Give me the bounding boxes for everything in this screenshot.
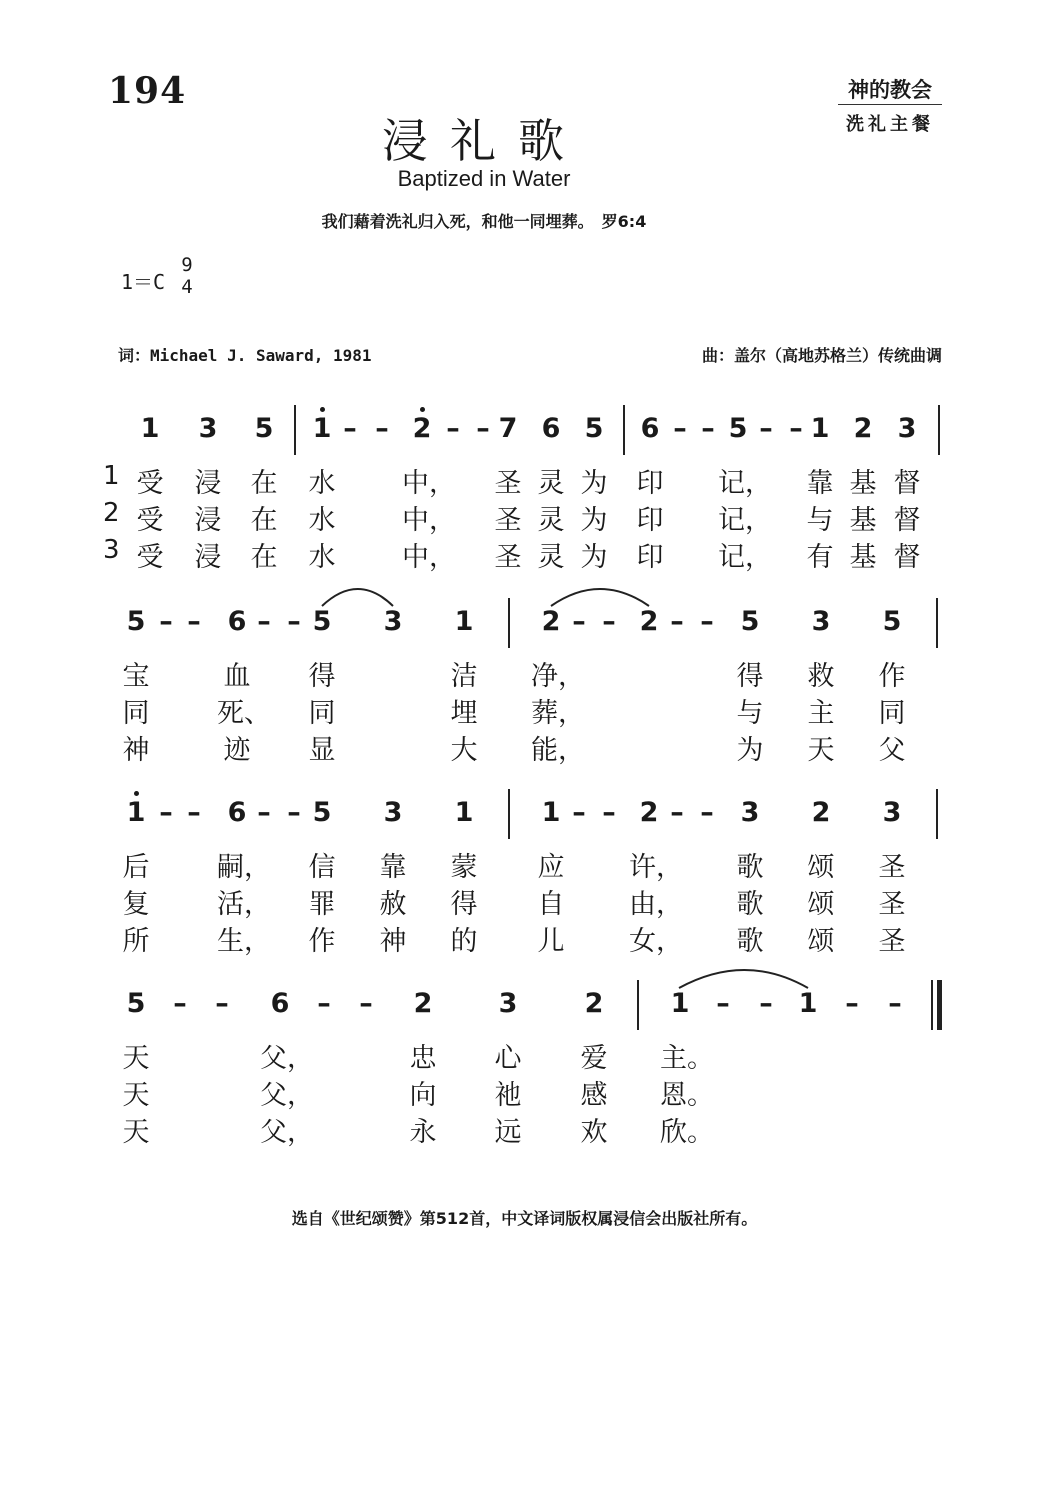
lyric-char: 欣。 xyxy=(660,1117,714,1148)
lyric-char: 生， xyxy=(217,926,271,957)
note: 6 xyxy=(227,606,247,637)
slur xyxy=(679,970,808,988)
sustain-dash: – xyxy=(359,988,373,1019)
note: 3 xyxy=(882,797,902,828)
note: 2 xyxy=(853,413,873,444)
lyric-char: 督 xyxy=(893,505,921,536)
lyric-char: 祂 xyxy=(494,1080,522,1111)
lyric-char: 葬， xyxy=(531,698,585,729)
lyric-char: 颂 xyxy=(807,852,835,883)
sustain-dash: – xyxy=(759,413,773,444)
lyric-char: 父 xyxy=(878,735,906,766)
lyric-char: 欢 xyxy=(580,1117,608,1148)
note: 3 xyxy=(811,606,831,637)
category-label: 神的教会 xyxy=(848,77,932,102)
scripture-verse: 我们藉着洗礼归入死，和他一同埋葬。 罗6:4 xyxy=(321,212,647,231)
note: 1 xyxy=(454,797,474,828)
lyric-char: 颂 xyxy=(807,889,835,920)
lyric-char: 圣 xyxy=(878,852,906,883)
lyric-char: 自 xyxy=(537,889,565,920)
note: 2 xyxy=(639,606,659,637)
slur xyxy=(322,589,393,606)
hymn-number: 194 xyxy=(108,70,187,112)
note: 1 xyxy=(541,797,561,828)
sustain-dash: – xyxy=(789,413,803,444)
lyric-char: 中， xyxy=(402,542,456,573)
lyric-char: 浸 xyxy=(194,505,222,536)
lyric-char: 活， xyxy=(217,889,271,920)
lyric-char: 圣 xyxy=(878,926,906,957)
note: 5 xyxy=(728,413,748,444)
lyric-char: 得 xyxy=(308,661,336,692)
sustain-dash: – xyxy=(670,797,684,828)
lyric-char: 天 xyxy=(122,1080,150,1111)
lyric-char: 主。 xyxy=(660,1043,714,1074)
note: 1 xyxy=(454,606,474,637)
note: 3 xyxy=(740,797,760,828)
lyric-char: 的 xyxy=(450,926,478,957)
sustain-dash: – xyxy=(287,606,301,637)
lyric-char: 督 xyxy=(893,468,921,499)
lyric-char: 能， xyxy=(531,735,585,766)
lyric-char: 爱 xyxy=(580,1043,608,1074)
verse-number: 1 xyxy=(103,461,120,491)
time-signature-top: 9 xyxy=(181,254,193,276)
lyric-char: 嗣， xyxy=(217,852,271,883)
lyric-char: 记， xyxy=(718,468,772,499)
lyric-char: 父， xyxy=(260,1080,314,1111)
sustain-dash: – xyxy=(187,797,201,828)
lyric-char: 信 xyxy=(308,852,336,883)
sustain-dash: – xyxy=(888,988,902,1019)
lyric-char: 赦 xyxy=(379,889,407,920)
lyric-char: 记， xyxy=(718,505,772,536)
note: 5 xyxy=(312,797,332,828)
subcategory-label: 洗礼主餐 xyxy=(846,114,934,135)
sustain-dash: – xyxy=(446,413,460,444)
hymn-title: 浸礼歌 xyxy=(382,114,586,168)
lyric-char: 受 xyxy=(136,505,164,536)
lyric-char: 儿 xyxy=(537,926,565,957)
sustain-dash: – xyxy=(159,797,173,828)
lyric-char: 歌 xyxy=(736,926,764,957)
lyric-char: 灵 xyxy=(537,505,565,536)
lyric-char: 显 xyxy=(308,735,336,766)
lyric-char: 为 xyxy=(736,735,764,766)
sustain-dash: – xyxy=(572,797,586,828)
lyric-char: 基 xyxy=(849,468,877,499)
sustain-dash: – xyxy=(602,797,616,828)
lyric-char: 女， xyxy=(629,926,683,957)
slur xyxy=(551,589,649,606)
note: 5 xyxy=(254,413,274,444)
lyric-char: 净， xyxy=(531,661,585,692)
sustain-dash: – xyxy=(215,988,229,1019)
sustain-dash: – xyxy=(159,606,173,637)
lyric-char: 许， xyxy=(629,852,683,883)
lyric-char: 作 xyxy=(308,926,336,957)
lyric-char: 作 xyxy=(878,661,906,692)
lyric-char: 感 xyxy=(580,1080,608,1111)
sustain-dash: – xyxy=(701,413,715,444)
lyric-char: 记， xyxy=(718,542,772,573)
lyric-char: 基 xyxy=(849,542,877,573)
sustain-dash: – xyxy=(343,413,357,444)
lyric-char: 受 xyxy=(136,542,164,573)
lyric-char: 为 xyxy=(580,542,608,573)
note: 3 xyxy=(383,606,403,637)
lyric-char: 心 xyxy=(494,1043,522,1074)
lyric-char: 与 xyxy=(806,505,834,536)
lyric-char: 圣 xyxy=(878,889,906,920)
lyric-char: 罪 xyxy=(308,889,336,920)
sustain-dash: – xyxy=(845,988,859,1019)
sustain-dash: – xyxy=(257,606,271,637)
lyric-char: 父， xyxy=(260,1117,314,1148)
lyric-char: 大 xyxy=(450,735,478,766)
lyric-char: 在 xyxy=(250,468,278,499)
lyric-char: 神 xyxy=(122,735,150,766)
lyric-char: 洁 xyxy=(450,661,478,692)
note: 7 xyxy=(498,413,518,444)
lyric-char: 血 xyxy=(223,661,251,692)
lyric-char: 死、 xyxy=(217,698,271,729)
lyric-char: 靠 xyxy=(806,468,834,499)
lyric-char: 在 xyxy=(250,505,278,536)
lyric-char: 灵 xyxy=(537,542,565,573)
lyric-char: 埋 xyxy=(450,698,478,729)
lyric-char: 颂 xyxy=(807,926,835,957)
sustain-dash: – xyxy=(375,413,389,444)
note: 1 xyxy=(140,413,160,444)
lyric-char: 中， xyxy=(402,468,456,499)
sustain-dash: – xyxy=(187,606,201,637)
lyric-char: 印 xyxy=(636,542,664,573)
note: 5 xyxy=(882,606,902,637)
note: 1 xyxy=(312,413,332,444)
note: 5 xyxy=(584,413,604,444)
lyric-char: 灵 xyxy=(537,468,565,499)
lyric-char: 宝 xyxy=(122,661,150,692)
lyric-char: 忠 xyxy=(409,1043,437,1074)
lyric-char: 水 xyxy=(308,505,336,536)
time-signature-bottom: 4 xyxy=(181,276,193,298)
lyric-char: 蒙 xyxy=(450,852,478,883)
note: 1 xyxy=(126,797,146,828)
lyric-char: 由， xyxy=(629,889,683,920)
sustain-dash: – xyxy=(670,606,684,637)
sustain-dash: – xyxy=(759,988,773,1019)
hymn-subtitle: Baptized in Water xyxy=(397,166,571,191)
note: 5 xyxy=(126,988,146,1019)
note: 5 xyxy=(740,606,760,637)
verse-number: 3 xyxy=(103,535,120,565)
lyric-char: 天 xyxy=(807,735,835,766)
lyric-char: 得 xyxy=(736,661,764,692)
lyric-char: 圣 xyxy=(494,542,522,573)
lyric-char: 永 xyxy=(409,1117,437,1148)
lyric-char: 圣 xyxy=(494,505,522,536)
lyric-char: 歌 xyxy=(736,852,764,883)
lyric-char: 救 xyxy=(807,661,835,692)
lyric-char: 印 xyxy=(636,468,664,499)
lyric-char: 父， xyxy=(260,1043,314,1074)
lyric-char: 应 xyxy=(537,852,565,883)
lyric-char: 神 xyxy=(379,926,407,957)
note: 6 xyxy=(227,797,247,828)
sustain-dash: – xyxy=(602,606,616,637)
note: 2 xyxy=(541,606,561,637)
note: 2 xyxy=(584,988,604,1019)
sustain-dash: – xyxy=(317,988,331,1019)
note: 2 xyxy=(412,413,432,444)
note: 1 xyxy=(670,988,690,1019)
lyric-char: 恩。 xyxy=(660,1080,714,1111)
lyric-char: 复 xyxy=(122,889,150,920)
lyric-char: 在 xyxy=(250,542,278,573)
lyric-char: 水 xyxy=(308,468,336,499)
note: 1 xyxy=(798,988,818,1019)
lyric-char: 迹 xyxy=(223,735,251,766)
composer-credit: 曲：盖尔（高地苏格兰）传统曲调 xyxy=(701,346,942,365)
note: 1 xyxy=(810,413,830,444)
lyric-char: 印 xyxy=(636,505,664,536)
note: 6 xyxy=(270,988,290,1019)
lyric-char: 为 xyxy=(580,505,608,536)
lyric-char: 督 xyxy=(893,542,921,573)
note: 5 xyxy=(312,606,332,637)
note: 3 xyxy=(383,797,403,828)
lyric-char: 天 xyxy=(122,1117,150,1148)
note: 5 xyxy=(126,606,146,637)
lyric-char: 向 xyxy=(409,1080,437,1111)
sustain-dash: – xyxy=(673,413,687,444)
sustain-dash: – xyxy=(700,797,714,828)
lyric-char: 与 xyxy=(736,698,764,729)
sustain-dash: – xyxy=(572,606,586,637)
lyric-char: 同 xyxy=(122,698,150,729)
sustain-dash: – xyxy=(257,797,271,828)
sustain-dash: – xyxy=(716,988,730,1019)
lyric-char: 为 xyxy=(580,468,608,499)
lyric-char: 中， xyxy=(402,505,456,536)
lyric-char: 同 xyxy=(308,698,336,729)
lyric-char: 歌 xyxy=(736,889,764,920)
lyric-char: 天 xyxy=(122,1043,150,1074)
note: 2 xyxy=(811,797,831,828)
lyric-char: 同 xyxy=(878,698,906,729)
lyricist-credit: 词：Michael J. Saward, 1981 xyxy=(118,346,372,365)
lyric-char: 所 xyxy=(122,926,150,957)
note: 3 xyxy=(498,988,518,1019)
lyric-char: 远 xyxy=(494,1117,522,1148)
lyric-char: 靠 xyxy=(379,852,407,883)
lyric-char: 浸 xyxy=(194,468,222,499)
note: 6 xyxy=(640,413,660,444)
note: 6 xyxy=(541,413,561,444)
lyric-char: 浸 xyxy=(194,542,222,573)
lyric-char: 有 xyxy=(806,542,834,573)
sustain-dash: – xyxy=(476,413,490,444)
note: 3 xyxy=(198,413,218,444)
copyright-footer: 选自《世纪颂赞》第512首，中文译词版权属浸信会出版社所有。 xyxy=(291,1209,758,1228)
lyric-char: 水 xyxy=(308,542,336,573)
sustain-dash: – xyxy=(173,988,187,1019)
lyric-char: 基 xyxy=(849,505,877,536)
lyric-char: 受 xyxy=(136,468,164,499)
lyric-char: 后 xyxy=(122,852,150,883)
sustain-dash: – xyxy=(287,797,301,828)
sustain-dash: – xyxy=(700,606,714,637)
lyric-char: 得 xyxy=(450,889,478,920)
key-signature: 1＝C xyxy=(121,270,166,294)
verse-number: 2 xyxy=(103,498,120,528)
lyric-char: 圣 xyxy=(494,468,522,499)
note: 3 xyxy=(897,413,917,444)
note: 2 xyxy=(639,797,659,828)
note: 2 xyxy=(413,988,433,1019)
lyric-char: 主 xyxy=(807,698,835,729)
